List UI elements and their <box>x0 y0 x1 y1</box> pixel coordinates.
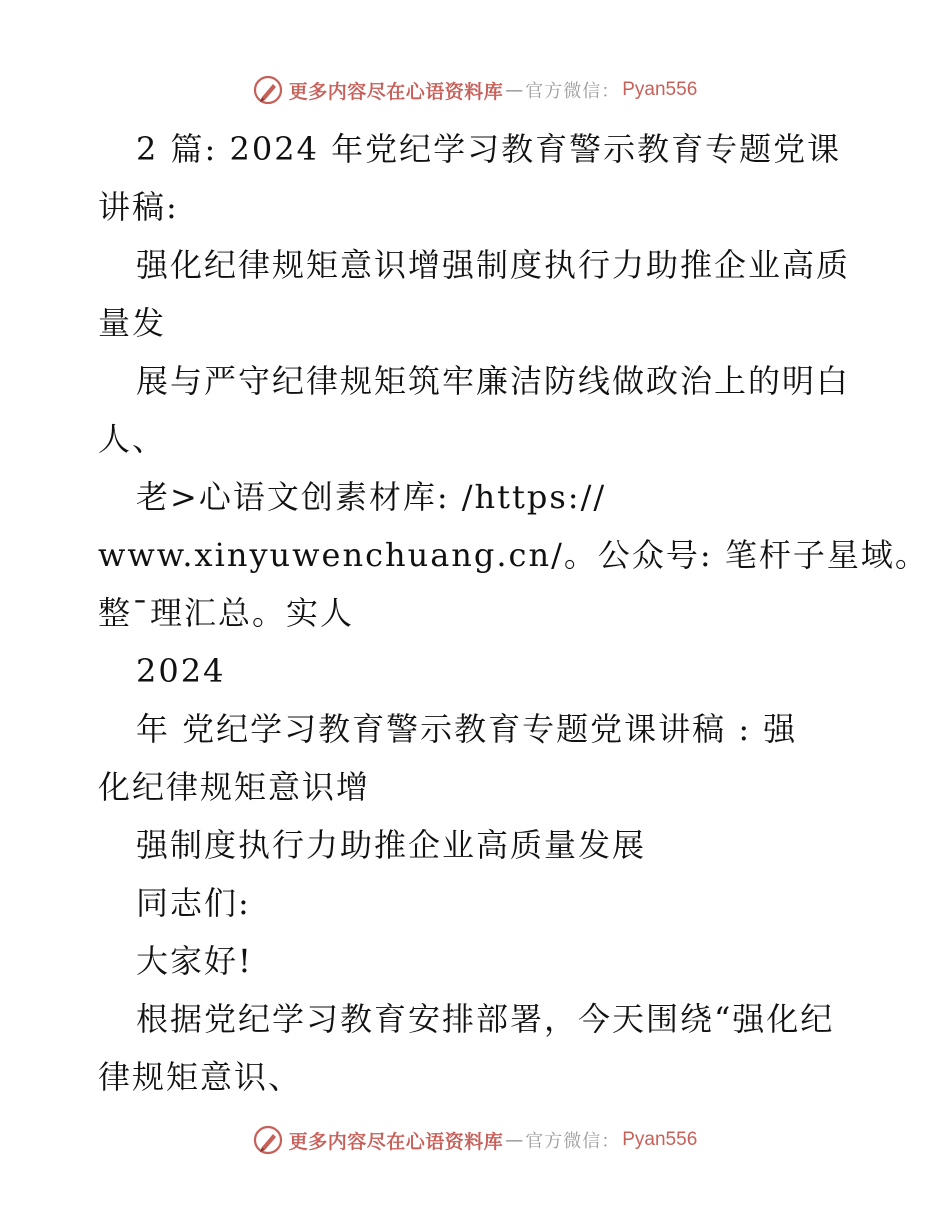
body-line-year: 2024 <box>136 652 226 690</box>
body-line-salutation: 同志们: <box>136 884 251 922</box>
watermark-sub-text: 官方微信： <box>525 81 621 102</box>
body-line-paragraph-cont: 律规矩意识、 <box>98 1058 303 1096</box>
body-line-title: 2 篇: 2024 年党纪学习教育警示教育专题党课 <box>136 130 842 168</box>
body-line: 整¯理汇总。实人 <box>98 594 355 632</box>
body-line-heading-cont: 强制度执行力助推企业高质量发展 <box>136 826 647 864</box>
watermark-separator: — <box>505 1129 524 1151</box>
body-line: 强化纪律规矩意识增强制度执行力助推企业高质 <box>136 246 851 284</box>
watermark-sub-text: 官方微信： <box>525 1131 621 1152</box>
body-line: 展与严守纪律规矩筑牢廉洁防线做政治上的明白 <box>136 362 851 400</box>
watermark-handle: Pyan556 <box>622 79 698 100</box>
watermark-main-text: 更多内容尽在心语资料库 <box>288 1130 504 1153</box>
footer-watermark <box>0 1120 950 1160</box>
body-line-heading-cont: 化纪律规矩意识增 <box>98 768 371 806</box>
body-line: 人、 <box>98 420 167 458</box>
body-line: 量发 <box>98 304 167 342</box>
pen-logo-icon <box>253 75 283 105</box>
pen-logo-icon <box>253 1125 283 1155</box>
document-body <box>98 120 929 1106</box>
header-watermark <box>0 70 950 110</box>
watermark-separator: — <box>505 79 524 101</box>
body-line-heading: 年 党纪学习教育警示教育专题党课讲稿 : 强 <box>136 710 798 748</box>
body-line-greeting: 大家好! <box>136 942 253 980</box>
body-line-source: 老>心语文创素材库: /https:// <box>136 478 607 516</box>
body-line-paragraph: 根据党纪学习教育安排部署，今天围绕“强化纪 <box>136 1000 835 1038</box>
watermark-main-text: 更多内容尽在心语资料库 <box>288 80 504 103</box>
watermark-handle: Pyan556 <box>622 1129 698 1150</box>
body-line-url: www.xinyuwenchuang.cn/。公众号: 笔杆子星域。 <box>98 536 929 574</box>
body-line-title-cont: 讲稿: <box>98 188 179 226</box>
